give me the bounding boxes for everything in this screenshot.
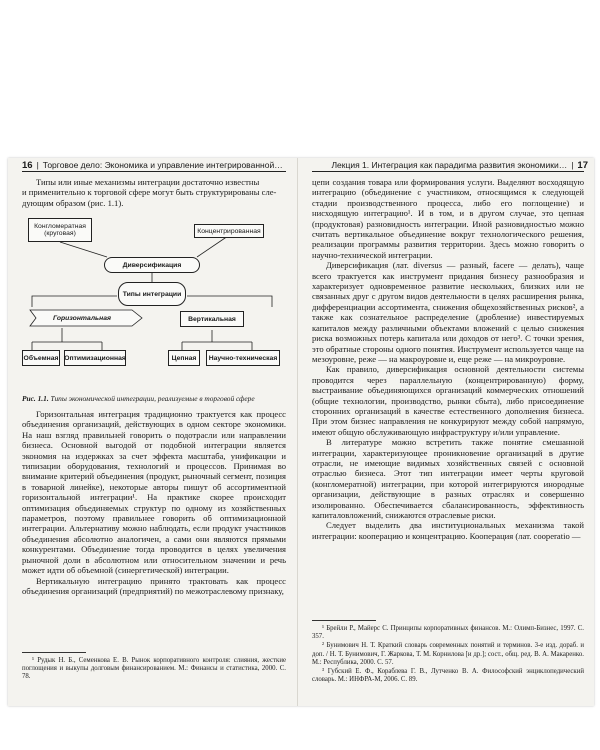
caption-label: Рис. 1.1. [22,394,49,403]
intro-line: и применительно к торговой сфере могут быть структурированы сле- [22,187,277,198]
body-paragraph: цепи создания товара или формирования услуги. Выделяют восходящую интеграцию (объединение с участником, относящимся к следующей стадии производственного процесса, либо его поглощение) и нисходящую интеграцию¹. И в том, и в другом случае, это цепная (продуктовая) разновидность интеграции. Иной разновидностью можно считать вертикальное объединение вокруг технологического решения, реализации программы развития территории. Здесь можно говорить о научно-технической интеграции. [312,177,584,260]
left-running-header [22,160,283,171]
left-intro [22,177,286,208]
intro-line: Типы или иные механизмы интеграции достаточно известны [36,177,260,187]
left-footnotes [22,657,286,683]
footnote: ¹ Брейли Р., Майерс С. Принципы корпоративных финансов. М.: Олимп-Бизнес, 1997. С. 357. [312,625,584,641]
box-concentrated: Концентрированная [194,224,264,238]
right-footnotes [312,625,584,685]
left-page-number: 16 [22,160,33,171]
box-conglomerate: Конгломератная (круговая) [28,218,92,242]
intro-line: дующим образом (рис. 1.1). [22,197,124,208]
book-gutter [297,158,298,706]
box-volume: Объемная [22,350,60,366]
left-body [22,409,286,596]
integration-types-diagram [22,210,286,390]
right-footnote-rule [312,620,376,621]
right-header-rule [312,171,584,172]
label-horizontal: Горизонтальная [53,314,111,322]
body-paragraph: Диверсификация (лат. diversus — разный, facere — делать), чаще всего трактуется как инструмент придания бизнесу разнообразия и характеризует одновременное развитие нескольких, близких или не связанных друг с другом видов деятельности в целях расширения рынка, дифференциации ассортимента, снижения общехозяйственных рисков², а также как сознательное распределение (дробление) инвестируемых капиталов между различными объектами вложений с целью снижения риска возможных потерь капитала или доходов от него³. С точки зрения, это обратные стороны одного понятия. Инструмент используется чаще на мезоуровне, реже — на макроуровне и, еще реже — на микроуровне. [312,260,584,364]
body-paragraph: Как правило, диверсификация основной деятельности системы проводится через параллельную (концентрированную) форму, выстраивание объединяющихся организаций коммерческих отношений (общие технологии, производство, рынки сбыта), либо присоединение сторонних организаций в качестве естественного дополнения бизнеса. При этом бизнес направления не конкурируют между собой напрямую, имеют общую обслуживающую инфраструктуру и/или управление. [312,364,584,437]
figure-caption [22,394,286,403]
box-diversification: Диверсификация [104,257,200,273]
box-scientific-technical: Научно-техническая [206,350,280,366]
box-chain: Цепная [168,350,200,366]
right-running-header [331,160,588,171]
body-paragraph: Горизонтальная интеграция традиционно трактуется как процесс объединения организаций, действующих в одном секторе экономики. На наш взгляд правильней говорить о подотрасли или направлении бизнеса. Основной выгодой от подобной интеграции является экономия на издержках за счет эффекта масштаба, унификации и типизации оборудования, технологий и процессов. Принимая во внимание критерий объединения (продукт, рыночный сегмент, позиция в товарной линейке), некоторые авторы пишут об ассортиментной горизонтальной интеграции¹. На практике скорее происходит оптимизация объединяемых структур по одному из хозяйственных параметров, поэтому правильнее говорить об оптимизационной интеграции. Альтернативу можно наблюдать, если продукт участников объединения абсолютно аналогичен, а сами они являются прямыми конкурентами. Объединение тогда проводится в целях увеличения рыночной доли в абсолютном или относительном значении и речь может идти об объемной (синергетической) интеграции. [22,409,286,576]
footnote: ³ Губский Е. Ф., Кораблева Г. В., Лутченко В. А. Философский энциклопедический словарь. М.: ИНФРА-М, 2006. С. 89. [312,668,584,684]
right-body [312,177,584,541]
body-paragraph: В литературе можно встретить также понятие смешанной интеграции, характеризующее проникновение организаций в другие отрасли, не имеющие видимых хозяйственных связей с основной отраслью бизнеса. Этот тип интеграции имеет черты круговой (конгломератной) интеграции, при которой интегрируются инородные организации, действующие в разных отраслях и совершенно изолированно. Обеспечивается сбалансированность, эффективность капиталовложений, снижаются отраслевые риски. [312,437,584,520]
box-optimization: Оптимизационная [64,350,126,366]
left-footnote-rule [22,652,86,653]
box-integration-types: Типы интеграции [118,282,186,306]
footnote: ² Бунимович Н. Т. Краткий словарь современных понятий и терминов. 3-е изд. дораб. и доп. / Н. Т. Бунимович, Г. Жаркова, Т. М. Корнилова [и др.]; сост., общ. ред. В. А. Макаренко. М.: Республика, 2000. С. 57. [312,642,584,666]
right-header-separator: | [571,160,574,170]
left-header-separator: | [36,160,39,170]
body-paragraph: Вертикальную интеграцию принято трактовать как процесс объединения организаций (предприятий) по межотраслевому признаку, [22,575,286,596]
right-page-number: 17 [577,160,588,171]
left-header-title: Торговое дело: Экономика и управление интегрированной… [42,160,283,170]
box-vertical: Вертикальная [180,311,244,327]
left-header-rule [22,171,286,172]
footnote: ¹ Рудык Н. Б., Семенкова Е. В. Рынок корпоративного контроля: слияния, жесткие поглощения и выкупы долговым финансированием. М.: Финансы и статистика, 2000. С. 78. [22,657,286,681]
right-header-title: Лекция 1. Интеграция как парадигма развития экономики… [331,160,568,170]
caption-text: Типы экономической интеграции, реализуемые в торговой сфере [50,394,255,403]
body-paragraph: Следует выделить два институциональных механизма такой интеграции: кооперацию и концентрацию. Кооперация (лат. cooperatio — [312,520,584,541]
